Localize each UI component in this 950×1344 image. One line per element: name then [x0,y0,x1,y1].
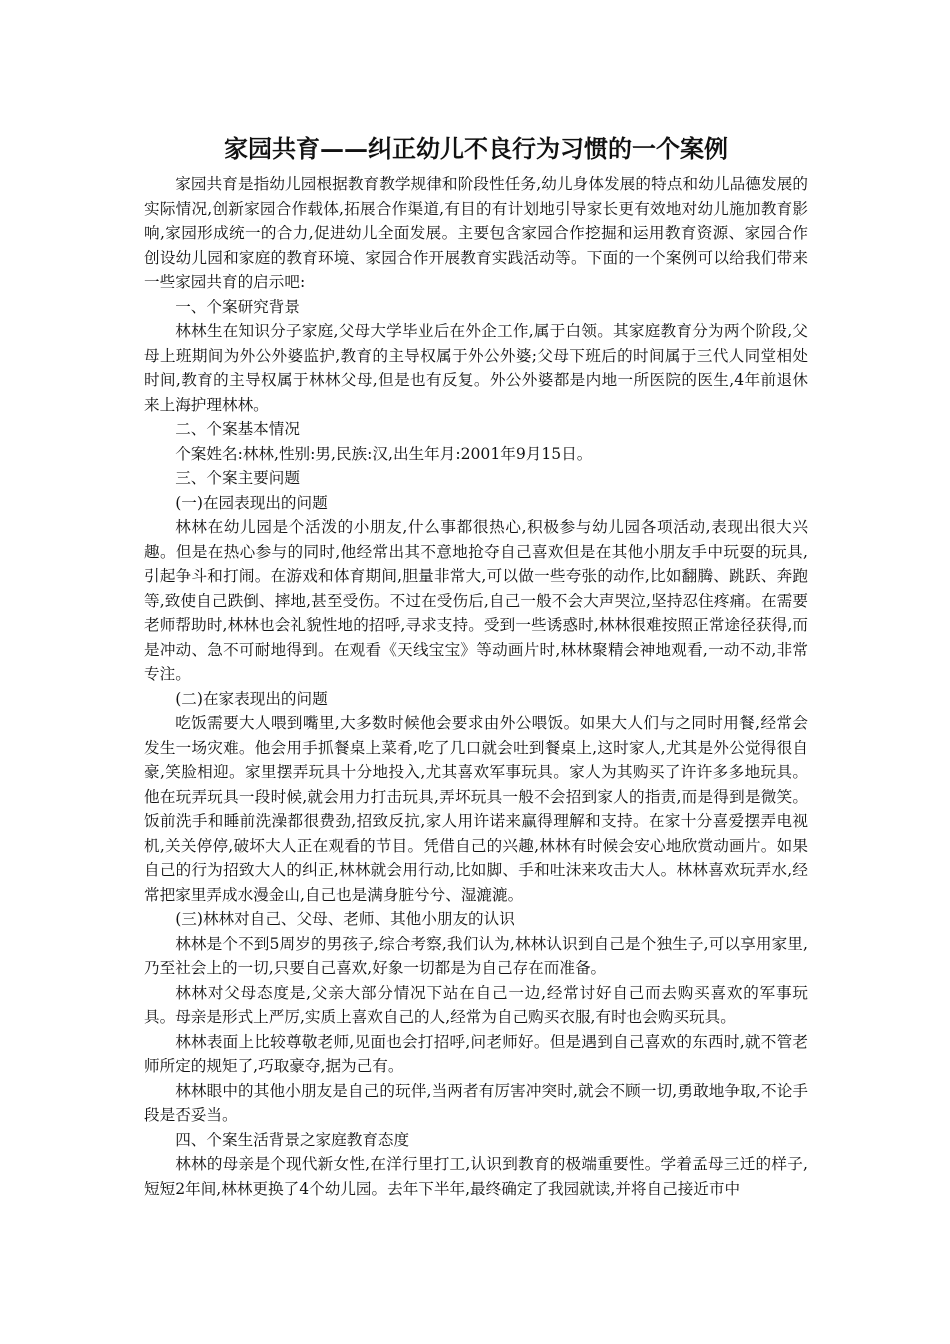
paragraph: 个案姓名:林林,性别:男,民族:汉,出生年月:2001年9月15日。 [175,444,593,463]
section-heading: (一)在园表现出的问题 [175,493,328,512]
section-heading: (二)在家表现出的问题 [175,689,328,708]
paragraph: 林林在幼儿园是个活泼的小朋友,什么事都很热心,积极参与幼儿园各项活动,表现出很大兴趣。但是在热心参与的同时,他经常出其不意地抢夺自己喜欢但是在其他小朋友手中玩耍的玩具,引起争斗和打闹。在游戏和体育期间,胆量非常大,可以做一些夸张的动作,比如翻腾、跳跃、奔跑等,致使自己跌倒、摔地,甚至受伤。不过在受伤后,自己一般不会大声哭泣,坚持忍住疼痛。在需要老师帮助时,林林也会礼貌性地的招呼,寻求支持。受到一些诱惑时,林林很难按照正常途径获得,而是冲动、急不可耐地得到。在观看《天线宝宝》等动画片时,林林聚精会神地观看,一动不动,非常专注。 [144,518,808,683]
section-heading: (三)林林对自己、父母、老师、其他小朋友的认识 [175,910,515,928]
paragraph: 林林是个不到5周岁的男孩子,综合考察,我们认为,林林认识到自己是个独生子,可以享用家里,乃至社会上的一切,只要自己喜欢,好象一切都是为自己存在而准备。 [144,934,808,977]
document-body [144,172,808,1201]
document-title: 家园共育——纠正幼儿不良行为习惯的一个案例 [224,134,728,163]
section-heading: 一、个案研究背景 [175,297,300,316]
paragraph: 林林眼中的其他小朋友是自己的玩伴,当两者有厉害冲突时,就会不顾一切,勇敢地争取,不论手段是否妥当。 [144,1081,808,1124]
section-heading: 四、个案生活背景之家庭教育态度 [175,1130,410,1149]
section-heading: 三、个案主要问题 [175,469,300,487]
section-heading: 二、个案基本情况 [175,420,300,438]
paragraph: 吃饭需要大人喂到嘴里,大多数时候他会要求由外公喂饭。如果大人们与之同时用餐,经常会发生一场灾难。他会用手抓餐桌上菜肴,吃了几口就会吐到餐桌上,这时家人,尤其是外公觉得很自豪,笑脸相迎。家里摆弄玩具十分地投入,尤其喜欢军事玩具。家人为其购买了许许多多地玩具。他在玩弄玩具一段时候,就会用力打击玩具,弄坏玩具一般不会招到家人的指责,而是得到是微笑。饭前洗手和睡前洗澡都很费劲,招致反抗,家人用许诺来赢得理解和支持。在家十分喜爱摆弄电视机,关关停停,破坏大人正在观看的节目。凭借自己的兴趣,林林有时候会安心地欣赏动画片。如果自己的行为招致大人的纠正,林林就会用行动,比如脚、手和吐沫来攻击大人。林林喜欢玩弄水,经常把家里弄成水漫金山,自己也是满身脏兮兮、湿漉漉。 [144,714,808,904]
paragraph: 林林表面上比较尊敬老师,见面也会打招呼,问老师好。但是遇到自己喜欢的东西时,就不管老师所定的规矩了,巧取豪夺,据为己有。 [144,1032,808,1075]
paragraph: 林林生在知识分子家庭,父母大学毕业后在外企工作,属于白领。其家庭教育分为两个阶段,父母上班期间为外公外婆监护,教育的主导权属于外公外婆;父母下班后的时间属于三代人同堂相处时间,教育的主导权属于林林父母,但是也有反复。外公外婆都是内地一所医院的医生,4年前退休来上海护理林林。 [144,322,808,414]
document-page [144,132,808,1201]
paragraph: 林林的母亲是个现代新女性,在洋行里打工,认识到教育的极端重要性。学着孟母三迁的样子,短短2年间,林林更换了4个幼儿园。去年下半年,最终确定了我园就读,并将自己接近市中 [144,1155,808,1198]
paragraph: 林林对父母态度是,父亲大部分情况下站在自己一边,经常讨好自己而去购买喜欢的军事玩具。母亲是形式上严厉,实质上喜欢自己的人,经常为自己购买衣服,有时也会购买玩具。 [144,983,808,1026]
paragraph: 家园共育是指幼儿园根据教育教学规律和阶段性任务,幼儿身体发展的特点和幼儿品德发展的实际情况,创新家园合作载体,拓展合作渠道,有目的有计划地引导家长更有效地对幼儿施加教育影响,家园形成统一的合力,促进幼儿全面发展。主要包含家园合作挖掘和运用教育资源、家园合作创设幼儿园和家庭的教育环境、家园合作开展教育实践活动等。下面的一个案例可以给我们带来一些家园共育的启示吧: [144,175,808,291]
